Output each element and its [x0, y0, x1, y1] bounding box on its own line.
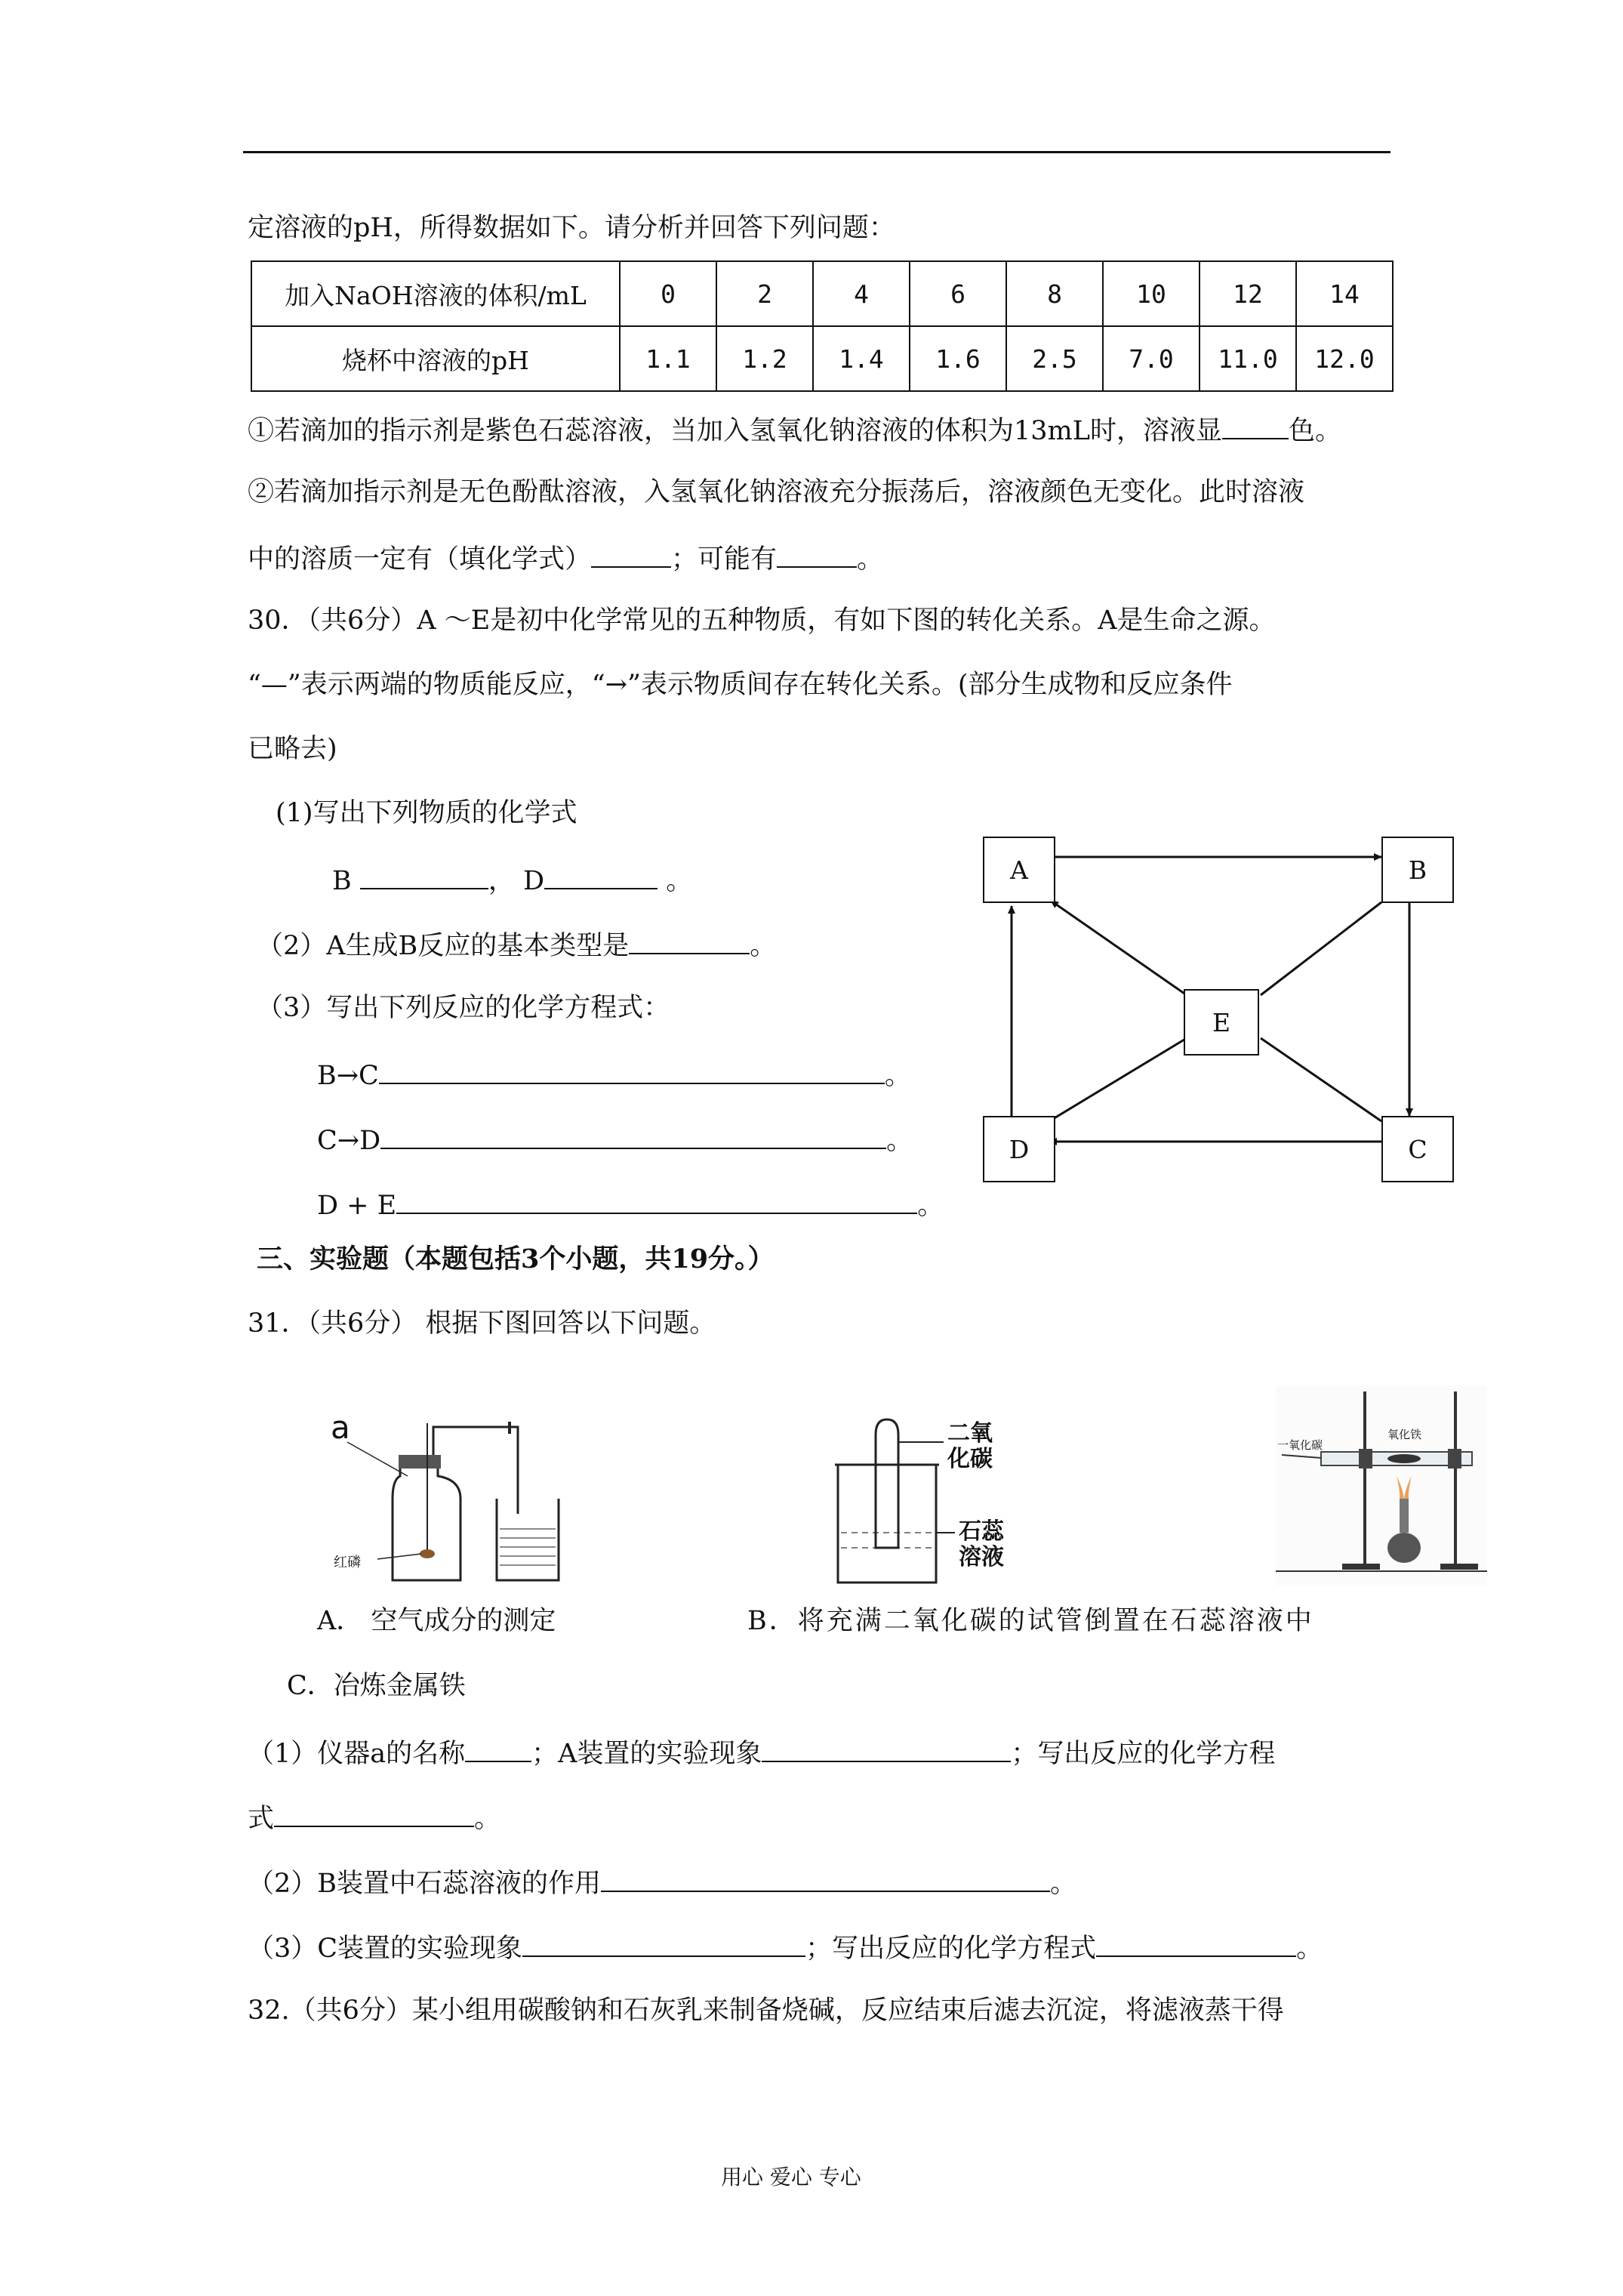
water [500, 1529, 556, 1565]
question-text: 。 [857, 544, 884, 575]
table-cell: 6 [910, 261, 1006, 326]
answer-blank[interactable] [465, 1738, 531, 1762]
clamp-left [1359, 1449, 1372, 1469]
q31-title: 31．（共6分） 根据下图回答以下问题。 [248, 1308, 716, 1339]
question-text: ；A装置的实验现象 [531, 1739, 762, 1769]
iron-oxide [1387, 1454, 1421, 1463]
ph-data-table [251, 260, 1394, 392]
label-litmus-1: 石蕊 [959, 1518, 1004, 1545]
question-text: C→D [317, 1126, 381, 1156]
table-cell: 12.0 [1296, 326, 1393, 391]
intro-line: 定溶液的pH，所得数据如下。请分析并回答下列问题： [248, 213, 895, 243]
question-text: ；可能有 [671, 544, 778, 575]
question-text: 。 [1296, 1934, 1323, 1964]
stand-base-right [1440, 1564, 1478, 1570]
link-e-b [1261, 902, 1381, 995]
q32-line1: 32.（共6分）某小组用碳酸钠和石灰乳来制备烧碱，反应结束后滤去沉淀，将滤液蒸干得 [248, 1996, 1284, 2026]
table-cell: 1.4 [813, 326, 910, 391]
question-text: ；写出反应的化学方程 [1011, 1739, 1276, 1769]
test-tube [876, 1419, 898, 1548]
table-cell: 7.0 [1103, 326, 1200, 391]
question-text: （2）A生成B反应的基本类型是 [257, 931, 630, 961]
question-text: D + E [317, 1191, 397, 1221]
node-b: B [1381, 837, 1454, 903]
caption-a: A． 空气成分的测定 [317, 1606, 556, 1636]
answer-blank[interactable] [396, 1190, 917, 1214]
answer-blank[interactable] [522, 1933, 805, 1957]
table-cell: 2.5 [1006, 326, 1103, 391]
answer-blank[interactable] [601, 1868, 1050, 1892]
question-text: （3）C装置的实验现象 [248, 1934, 523, 1964]
answer-blank[interactable] [379, 1060, 885, 1084]
question-text: ；写出反应的化学方程式 [805, 1934, 1097, 1964]
arrow-e-to-a [1051, 901, 1187, 995]
section3-title: 三、实验题（本题包括3个小题，共19分。） [257, 1244, 775, 1274]
question-text: 。 [884, 1061, 911, 1091]
figure-b-co2-litmus [823, 1404, 1064, 1593]
question-ph-1 [248, 415, 1341, 445]
question-ph-2-line2 [248, 544, 883, 573]
stopper [399, 1455, 441, 1469]
answer-blank[interactable] [274, 1803, 474, 1827]
table-row [251, 326, 1393, 391]
q30-sub1-answers [332, 865, 692, 895]
question-text: 式 [248, 1804, 275, 1834]
table-cell: 14 [1296, 261, 1393, 326]
connecting-tube [433, 1427, 518, 1514]
question-text: 中的溶质一定有（填化学式） [248, 544, 592, 575]
header-rule [243, 151, 1390, 153]
label-a: a [331, 1409, 350, 1446]
table-cell: 1.2 [716, 326, 813, 391]
question-text: B→C [317, 1061, 379, 1091]
table-cell: 10 [1103, 261, 1200, 326]
caption-b: B．将充满二氧化碳的试管倒置在石蕊溶液中 [747, 1606, 1314, 1636]
question-text: 。 [917, 1191, 944, 1221]
q31-s3 [248, 1933, 1323, 1962]
clamp-right [1448, 1449, 1461, 1469]
q30-eq2 [317, 1125, 913, 1154]
table-header-ph: 烧杯中溶液的pH [251, 326, 620, 391]
page-footer: 用心 爱心 专心 [721, 2165, 861, 2190]
table-cell: 8 [1006, 261, 1103, 326]
table-cell: 11.0 [1200, 326, 1296, 391]
table-cell: 4 [813, 261, 910, 326]
question-text: ①若滴加的指示剂是紫色石蕊溶液，当加入氢氧化钠溶液的体积为13mL时，溶液显 [248, 416, 1222, 446]
answer-blank[interactable] [629, 930, 750, 954]
figure-c-iron-smelting [1276, 1385, 1487, 1586]
question-text: 。 [474, 1804, 501, 1834]
table-row [251, 261, 1393, 326]
pointer-line [377, 1554, 421, 1559]
link-e-c [1261, 1038, 1381, 1121]
question-text: B [332, 866, 352, 896]
q30-line3: 已略去) [248, 734, 337, 764]
table-cell: 0 [620, 261, 716, 326]
label-litmus-2: 溶液 [959, 1544, 1004, 1570]
question-text: ， [488, 866, 515, 896]
burner-base [1387, 1533, 1421, 1563]
stand-base-left [1342, 1564, 1380, 1570]
table-cell: 1.6 [910, 326, 1006, 391]
q30-line2: “—”表示两端的物质能反应，“→”表示物质间存在转化关系。(部分生成物和反应条件 [248, 670, 1233, 700]
answer-blank[interactable] [1096, 1933, 1296, 1957]
question-text: 色。 [1288, 416, 1341, 446]
q31-s2 [248, 1868, 1076, 1897]
label-co2-2: 化碳 [947, 1446, 993, 1472]
q31-s1-line2 [248, 1803, 500, 1832]
question-ph-2-line1: ②若滴加指示剂是无色酚酞溶液，入氢氧化钠溶液充分振荡后，溶液颜色无变化。此时溶液 [248, 477, 1305, 507]
question-text: 。 [1050, 1869, 1077, 1899]
q30-sub1: (1)写出下列物质的化学式 [276, 798, 577, 828]
question-text: 。 [886, 1126, 913, 1156]
table-cell: 1.1 [620, 326, 716, 391]
answer-blank[interactable] [380, 1125, 886, 1149]
table-cell: 2 [716, 261, 813, 326]
q31-s1-line1 [248, 1738, 1275, 1767]
answer-blank[interactable] [762, 1738, 1011, 1762]
node-d: D [983, 1116, 1055, 1182]
node-e: E [1184, 989, 1259, 1056]
answer-blank[interactable] [591, 544, 671, 568]
label-fe2o3: 氧化铁 [1387, 1428, 1422, 1441]
q30-eq1 [317, 1060, 911, 1089]
label-co2-1: 二氧 [947, 1420, 993, 1447]
label-co: 一氧化碳 [1277, 1438, 1323, 1452]
q30-eq3 [317, 1190, 944, 1219]
figure-a-air-apparatus [317, 1408, 574, 1589]
label-phosphorus: 红磷 [334, 1555, 361, 1570]
caption-c: C．冶炼金属铁 [287, 1671, 466, 1701]
node-c: C [1381, 1116, 1454, 1182]
link-e-d [1049, 1038, 1187, 1121]
beaker [497, 1499, 559, 1580]
table-header-volume: 加入NaOH溶液的体积/mL [251, 261, 620, 326]
answer-blank[interactable] [1222, 415, 1289, 439]
question-text: （1）仪器a的名称 [248, 1739, 466, 1769]
red-phosphorus [420, 1549, 435, 1558]
beaker [838, 1465, 936, 1583]
answer-blank[interactable] [360, 865, 488, 889]
q30-line1: 30．（共6分）A ～E是初中化学常见的五种物质，有如下图的转化关系。A是生命之源。 [248, 606, 1276, 636]
litmus-solution [841, 1533, 933, 1548]
table-cell: 12 [1200, 261, 1296, 326]
question-text: D [523, 866, 545, 896]
node-a: A [983, 837, 1055, 903]
answer-blank[interactable] [777, 544, 857, 568]
q30-sub3: （3）写出下列反应的化学方程式： [257, 993, 670, 1023]
question-text: 。 [666, 866, 693, 896]
answer-blank[interactable] [544, 865, 658, 889]
q30-sub2 [257, 930, 776, 960]
burner-tube [1400, 1499, 1409, 1533]
question-text: （2）B装置中石蕊溶液的作用 [248, 1869, 601, 1899]
question-text: 。 [750, 931, 777, 961]
